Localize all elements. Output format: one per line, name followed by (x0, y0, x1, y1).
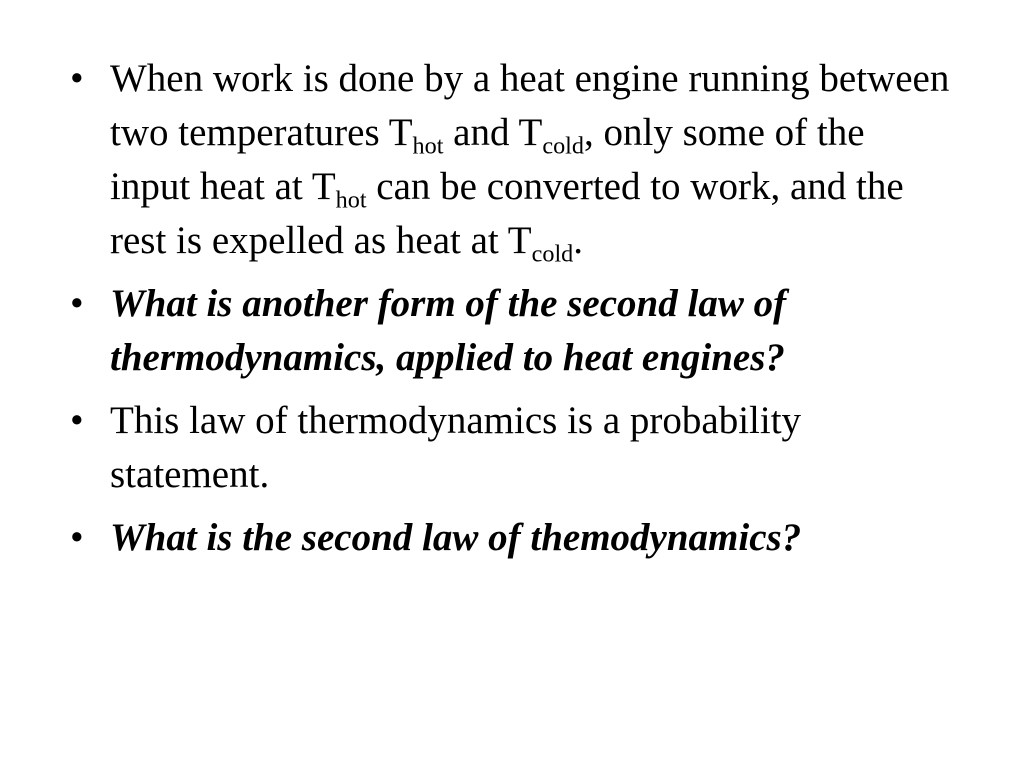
bullet-text: What is the second law of themodynamics? (110, 516, 802, 559)
text-segment: can be converted to work, and the rest is expelled as heat at T (110, 165, 904, 262)
bullet-icon: • (70, 57, 84, 100)
bullet-text: This law of thermodynamics is a probability statement. (110, 399, 802, 496)
bullet-text: What is another form of the second law of thermodynamics, applied to heat engines? (110, 282, 787, 379)
subscript-hot: hot (335, 186, 367, 214)
subscript-cold: cold (542, 132, 584, 160)
text-segment: . (573, 219, 584, 262)
bullet-icon: • (70, 282, 84, 325)
subscript-hot: hot (412, 132, 444, 160)
bullet-item-probability-statement (70, 394, 950, 502)
bullet-icon: • (70, 399, 84, 442)
subscript-cold: cold (531, 240, 574, 268)
bullet-item-question-heat-engines (70, 277, 950, 385)
text-segment: When work is done by a heat engine running between two temperatures T (110, 57, 950, 154)
bullet-icon: • (70, 516, 84, 559)
bullet-text (110, 57, 950, 268)
text-segment: , only some of the input heat at T (110, 111, 865, 208)
bullet-list (70, 52, 950, 574)
bullet-item-question-second-law (70, 511, 950, 565)
bullet-item-heat-engine (70, 52, 950, 268)
text-segment: and T (443, 111, 543, 154)
